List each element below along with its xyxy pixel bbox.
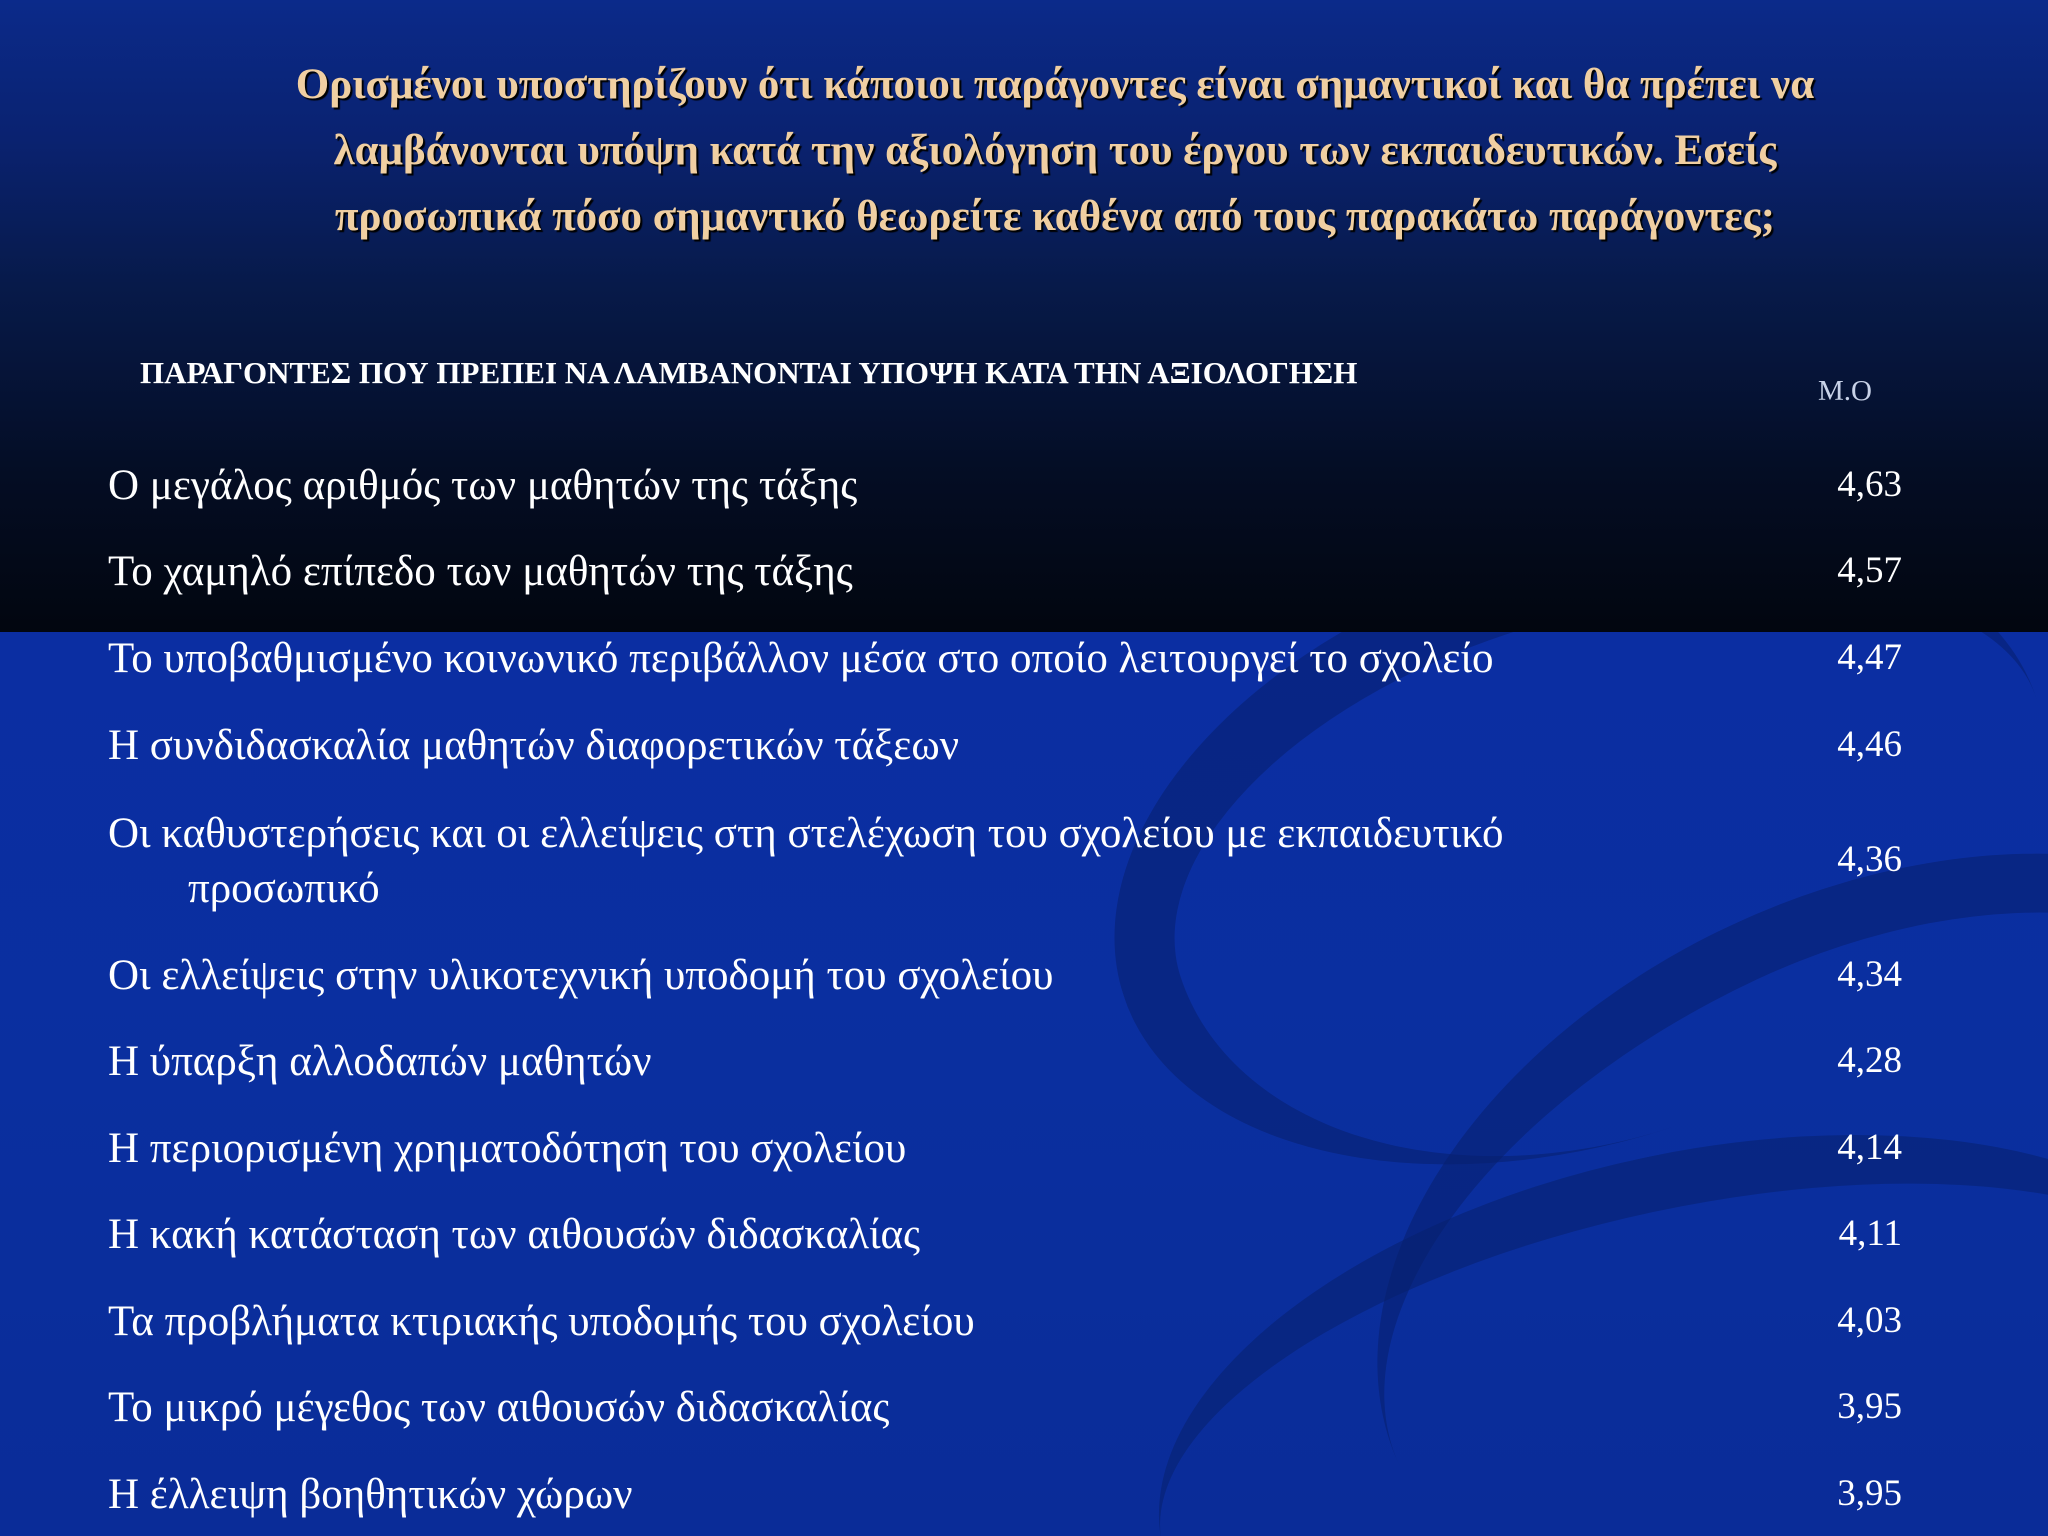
table-row-value: 4,03 [1837,1300,1902,1341]
mean-column-header: Μ.Ο [1818,375,1872,407]
table-row-label: Το μικρό μέγεθος των αιθουσών διδασκαλίας [108,1384,890,1431]
table-row-value: 4,46 [1837,724,1902,765]
table-row-label: Η ύπαρξη αλλοδαπών μαθητών [108,1038,652,1085]
table-row-value: 4,34 [1837,954,1902,995]
table-row-label: Ο μεγάλος αριθμός των μαθητών της τάξης [108,462,858,509]
table-row-label: Οι ελλείψεις στην υλικοτεχνική υποδομή του σχολείου [108,952,1054,999]
table-row-label: Η συνδιδασκαλία μαθητών διαφορετικών τάξεων [108,722,960,769]
table-row-value: 3,95 [1837,1386,1902,1427]
table-row-label-line1: Οι καθυστερήσεις και οι ελλείψεις στη στελέχωση του σχολείου με εκπαιδευτικό [108,810,1504,857]
table-row-label [108,806,1503,916]
table-row-label: Το υποβαθμισμένο κοινωνικό περιβάλλον μέσα στο οποίο λειτουργεί το σχολείο [108,635,1494,682]
table-row-value: 4,28 [1837,1040,1902,1081]
table-row-value: 4,11 [1838,1213,1902,1254]
factors-column-header: ΠΑΡΑΓΟΝΤΕΣ ΠΟΥ ΠΡΕΠΕΙ ΝΑ ΛΑΜΒΑΝΟΝΤΑΙ ΥΠΟΨΗ ΚΑΤΑ ΤΗΝ ΑΞΙΟΛΟΓΗΣΗ [140,355,1358,390]
table-row-label: Το χαμηλό επίπεδο των μαθητών της τάξης [108,548,853,595]
table-row-label: Τα προβλήματα κτιριακής υποδομής του σχολείου [108,1298,975,1345]
table-row-label: Η κακή κατάσταση των αιθουσών διδασκαλίας [108,1211,921,1258]
table-row-value: 4,63 [1837,464,1902,505]
table-row-label: Η έλλειψη βοηθητικών χώρων [108,1471,633,1518]
table-row-value: 4,14 [1837,1127,1902,1168]
table-row-value: 4,57 [1837,550,1902,591]
table-row-value: 4,36 [1837,839,1902,880]
table-row-label: Η περιορισμένη χρηματοδότηση του σχολείου [108,1125,907,1172]
table-row-label-line2: προσωπικό [188,865,380,912]
table-row-value: 4,47 [1837,637,1902,678]
slide-title: Ορισμένοι υποστηρίζουν ότι κάποιοι παράγοντες είναι σημαντικοί και θα πρέπει να λαμβάνονται υπόψη κατά την αξιολόγηση του έργου των εκπαιδευτικών. Εσείς προσωπικά πόσο σημαντικό θεωρείτε καθένα από τους παρακάτω παράγοντες; [295,61,1815,240]
table-row-value: 3,95 [1837,1473,1902,1514]
